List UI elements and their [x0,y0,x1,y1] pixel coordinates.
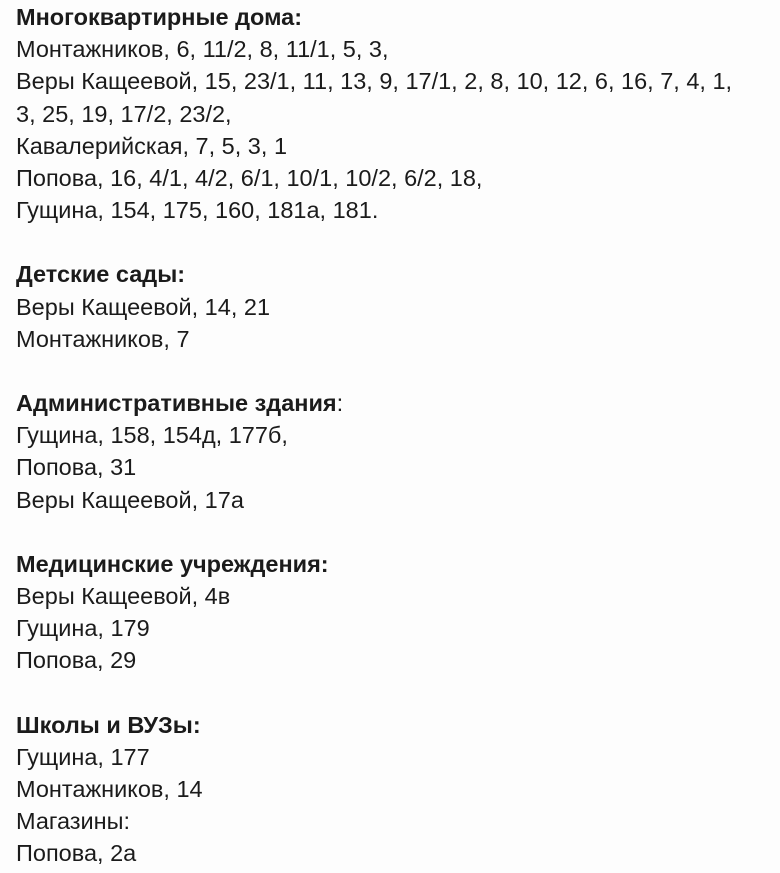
section-heading [16,387,780,419]
heading-suffix: : [336,390,344,417]
address-line: Кавалерийская, 7, 5, 3, 1 [16,132,288,159]
section-schools-universities [16,709,780,870]
address-line: Магазины: [16,808,131,835]
address-line: Веры Кащеевой, 15, 23/1, 11, 13, 9, 17/1, 2, 8, 10, 12, 6, 16, 7, 4, 1, [16,68,733,95]
address-line: Попова, 16, 4/1, 4/2, 6/1, 10/1, 10/2, 6/2, 18, [16,165,483,192]
address-line: Гущина, 154, 175, 160, 181а, 181. [16,197,379,224]
address-line: Попова, 31 [16,454,137,481]
address-line: Гущина, 158, 154д, 177б, [16,422,288,449]
heading-text: Школы и ВУЗы: [16,711,201,738]
address-line: Попова, 29 [16,647,137,674]
section-kindergartens [16,258,780,355]
address-line: Гущина, 179 [16,615,150,642]
address-line: Веры Кащеевой, 14, 21 [16,293,271,320]
address-line: Гущина, 177 [16,743,150,770]
section-administrative-buildings [16,387,780,516]
address-line: Монтажников, 7 [16,325,190,352]
address-line: Веры Кащеевой, 4в [16,583,231,610]
section-heading [16,258,780,290]
address-line: Попова, 2а [16,840,137,867]
heading-text: Детские сады: [16,261,186,288]
section-heading [16,1,780,33]
heading-text: Многоквартирные дома: [16,4,303,30]
section-medical-facilities [16,548,780,677]
section-heading [16,548,780,580]
heading-text: Административные здания [16,390,337,417]
address-line: Веры Кащеевой, 17а [16,486,244,513]
address-line: Монтажников, 14 [16,776,203,803]
address-line: 3, 25, 19, 17/2, 23/2, [16,100,232,127]
section-apartment-buildings [16,1,780,226]
heading-text: Медицинские учреждения: [16,550,329,577]
section-heading [16,709,780,741]
address-line: Монтажников, 6, 11/2, 8, 11/1, 5, 3, [16,36,389,63]
